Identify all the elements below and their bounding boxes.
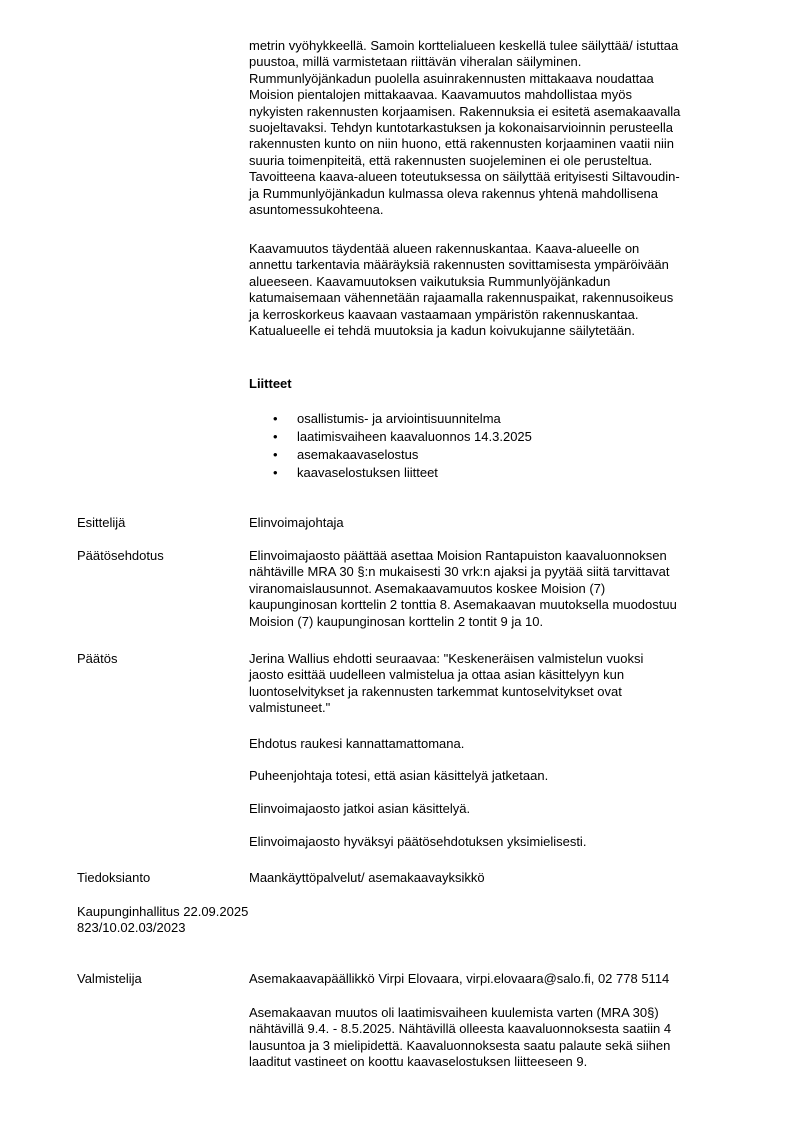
attachment-label: kaavaselostuksen liitteet xyxy=(297,465,438,480)
list-item xyxy=(249,464,532,482)
text-line: Maankäyttöpalvelut/ asemakaavayksikkö xyxy=(249,870,485,885)
preparer-text xyxy=(249,971,749,987)
proposal-label: Päätösehdotus xyxy=(77,548,164,563)
attachment-label: asemakaavaselostus xyxy=(297,447,419,462)
text-line: metrin vyöhykkeellä. Samoin korttelialueen keskellä tulee säilyttää/ istuttaa xyxy=(249,38,679,53)
decision-value xyxy=(249,651,749,717)
text-line: suuria toimenpiteitä, että rakennusten suojeleminen ei ole perusteltua. xyxy=(249,152,653,168)
attachments-list xyxy=(249,410,532,482)
decision-paragraph: Elinvoimajaosto hyväksyi päätösehdotuksen yksimielisesti. xyxy=(249,834,587,849)
proposal-value xyxy=(249,548,749,630)
text-line: Jerina Wallius ehdotti seuraavaa: "Keskeneräisen valmistelun vuoksi xyxy=(249,651,644,666)
text-line: katumaisemaan vähennetään rajaamalla rakennuspaikat, rakennusoikeus xyxy=(249,290,674,306)
decision-paragraph: Ehdotus raukesi kannattamattomana. xyxy=(249,736,465,751)
list-item xyxy=(249,446,532,464)
text-line: jaosto esittää uudelleen valmistelua ja ottaa asian käsittelyyn kun xyxy=(249,667,625,683)
text-line: nähtävillä 9.4. - 8.5.2025. Nähtävillä olleesta kaavaluonnoksesta saatiin 4 xyxy=(249,1021,672,1037)
preparer-label: Valmistelija xyxy=(77,971,142,986)
bullet-icon: • xyxy=(273,465,278,480)
text-line: Asemakaavan muutos oli laatimisvaiheen kuulemista varten (MRA 30§) xyxy=(249,1005,659,1020)
preparer-paragraph-text xyxy=(249,1005,749,1071)
text-line: annettu tarkentavia määräyksiä rakennusten sovittamisesta ympäröivään xyxy=(249,257,669,273)
presenter-label: Esittelijä xyxy=(77,515,126,530)
text-line: kaupunginosan korttelin 2 tonttia 8. Asemakaavan muutoksella muodostuu xyxy=(249,597,677,613)
text-line: nykyisten rakennusten korjaamisen. Rakennuksia ei esitetä asemakaavalla xyxy=(249,103,681,119)
decision-paragraph: Puheenjohtaja totesi, että asian käsittelyä jatketaan. xyxy=(249,768,549,783)
text-line: alueeseen. Kaavamuutoksen vaikutuksia Rummunlyöjänkadun xyxy=(249,273,611,289)
paragraph-2-text xyxy=(249,241,749,339)
notification-text xyxy=(249,870,749,886)
list-item xyxy=(249,428,532,446)
text-line: Moision (7) kaupunginosan korttelin 2 tontit 9 ja 10. xyxy=(249,613,544,629)
text-line: Elinvoimajaosto päättää asettaa Moision Rantapuiston kaavaluonnoksen xyxy=(249,548,667,563)
text-line: asuntomessukohteena. xyxy=(249,202,384,218)
text-line: Moision pientalojen mittakaavaa. Kaavamuutos mahdollistaa myös xyxy=(249,87,632,103)
text-line: Katualueelle ei tehdä muutoksia ja kadun koivukujanne säilytetään. xyxy=(249,323,635,339)
text-line: Asemakaavapäällikkö Virpi Elovaara, virpi.elovaara@salo.fi, 02 778 5114 xyxy=(249,971,670,986)
text-line: lausuntoa ja 3 mielipidettä. Kaavaluonnoksesta saatu palaute sekä siihen xyxy=(249,1037,671,1053)
text-line: valmistuneet." xyxy=(249,700,331,716)
notification-value xyxy=(249,870,749,886)
attachment-label: laatimisvaiheen kaavaluonnos 14.3.2025 xyxy=(297,429,532,444)
city-board-date: Kaupunginhallitus 22.09.2025 xyxy=(77,904,249,919)
paragraph-2 xyxy=(249,241,749,339)
proposal-text xyxy=(249,548,749,630)
notification-label: Tiedoksianto xyxy=(77,870,151,885)
case-number: 823/10.02.03/2023 xyxy=(77,920,186,935)
intro-text xyxy=(249,38,749,218)
text-line: Kaavamuutos täydentää alueen rakennuskantaa. Kaava-alueelle on xyxy=(249,241,640,256)
text-line: nähtäville MRA 30 §:n mukaisesti 30 vrk:n ajaksi ja pyytää siitä tarvittavat xyxy=(249,564,670,580)
text-line: viranomaislausunnot. Asemakaavamuutos koskee Moision (7) xyxy=(249,580,606,596)
bullet-icon: • xyxy=(273,411,278,426)
attachment-label: osallistumis- ja arviointisuunnitelma xyxy=(297,411,501,426)
attachments-heading: Liitteet xyxy=(249,376,292,391)
text-line: Tavoitteena kaava-alueen toteutuksessa on säilyttää erityisesti Siltavoudin- xyxy=(249,169,680,185)
text-line: suojeltavaksi. Tehdyn kuntotarkastuksen ja kokonaisarvioinnin perusteella xyxy=(249,120,673,136)
text-line: rakennusten kunto on niin huono, että rakennusten korjaaminen vaatii niin xyxy=(249,136,674,152)
text-line: Elinvoimajohtaja xyxy=(249,515,344,530)
text-line: Rummunlyöjänkadun puolella asuinrakennusten mittakaava noudattaa xyxy=(249,70,654,86)
presenter-text xyxy=(249,515,749,531)
bullet-icon: • xyxy=(273,429,278,444)
text-line: luontoselvitykset ja rakennusten tarkemmat kuntoselvitykset ovat xyxy=(249,683,622,699)
preparer-value xyxy=(249,971,749,987)
intro-paragraph xyxy=(249,38,749,218)
presenter-value xyxy=(249,515,749,531)
text-line: ja kerroskorkeus kaavaan vastaamaan ympäristön rakennuskantaa. xyxy=(249,306,639,322)
decision-text xyxy=(249,651,749,717)
list-item xyxy=(249,410,532,428)
decision-label: Päätös xyxy=(77,651,118,666)
text-line: ja Rummunlyöjänkadun kulmassa oleva rakennus yhtenä mahdollisena xyxy=(249,185,659,201)
preparer-paragraph xyxy=(249,1005,749,1071)
text-line: puustoa, millä varmistetaan riittävän viheralan säilyminen. xyxy=(249,54,582,70)
bullet-icon: • xyxy=(273,447,278,462)
text-line: laaditut vastineet on koottu kaavaselostuksen liitteeseen 9. xyxy=(249,1054,588,1070)
decision-paragraph: Elinvoimajaosto jatkoi asian käsittelyä. xyxy=(249,801,471,816)
